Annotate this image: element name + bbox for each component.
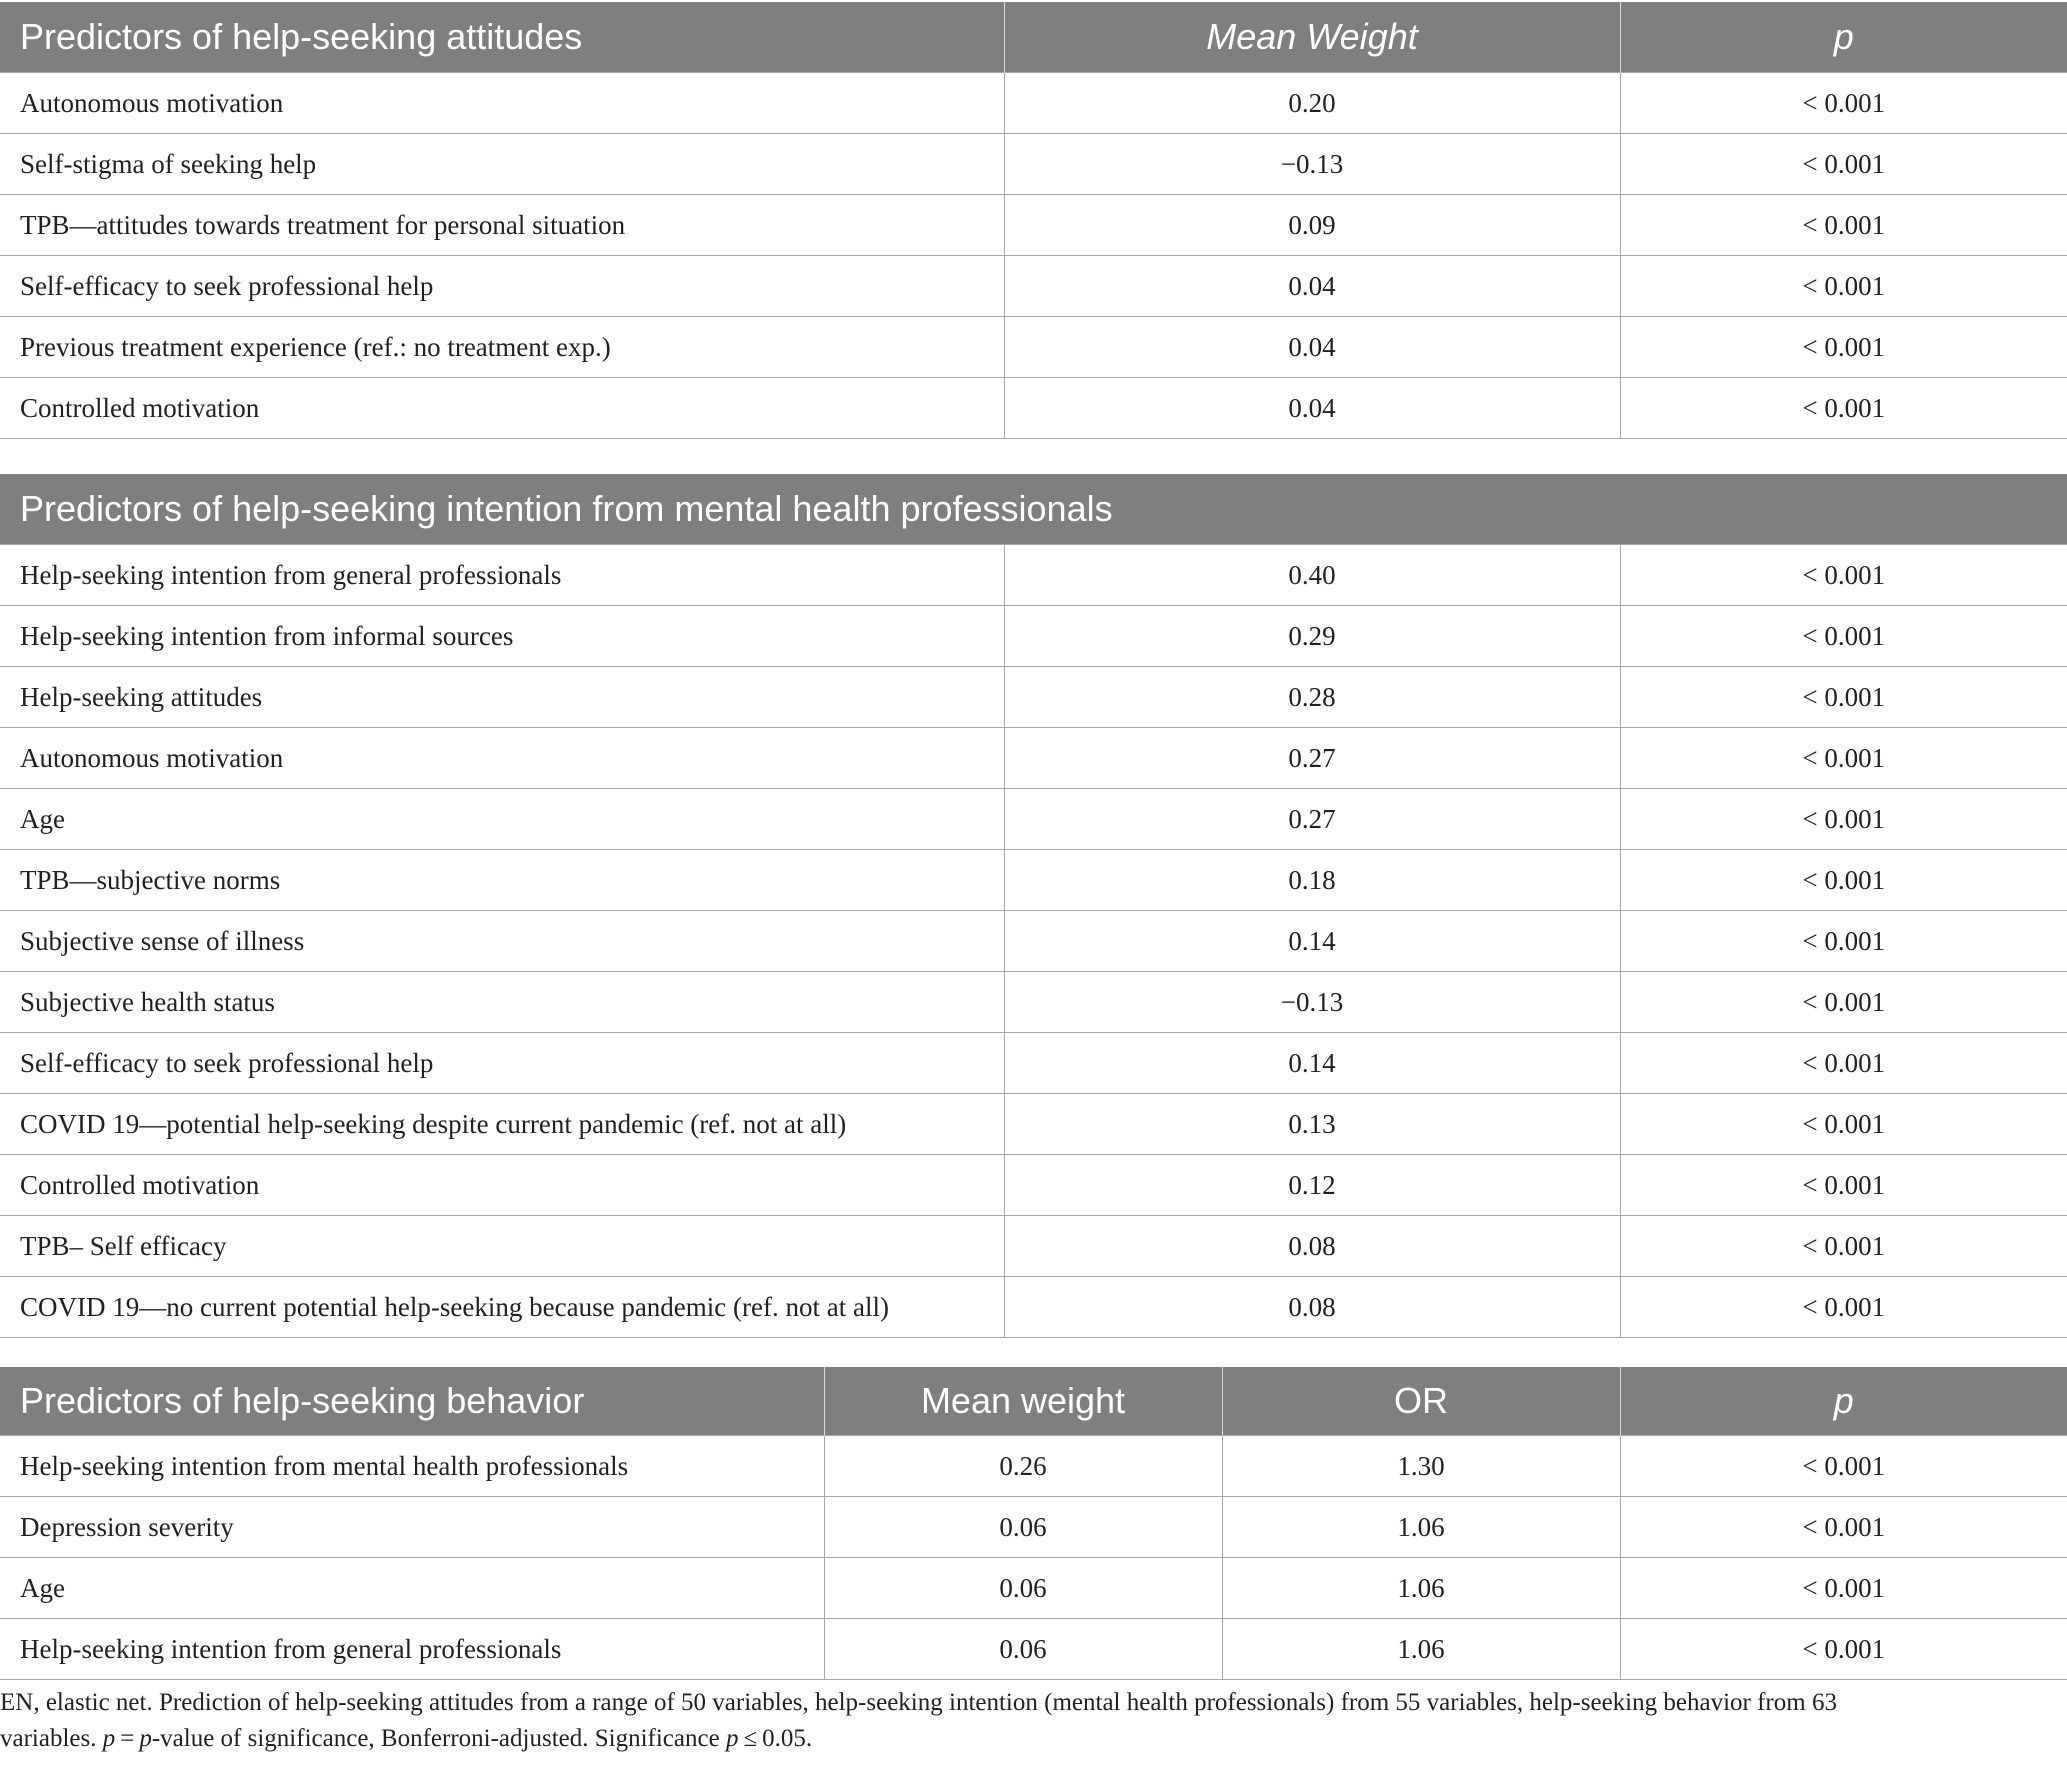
p-value-cell: < 0.001	[1620, 667, 2067, 728]
table-row	[0, 972, 2067, 1033]
p-value-cell: < 0.001	[1620, 1277, 2067, 1338]
column-header-mean-weight: Mean Weight	[1004, 2, 1620, 73]
predictor-cell: COVID 19—potential help-seeking despite current pandemic (ref. not at all)	[0, 1094, 1004, 1155]
behavior-table	[0, 1367, 2067, 1680]
table-row	[0, 606, 2067, 667]
table-row	[0, 1558, 2067, 1619]
mean-weight-cell: −0.13	[1004, 972, 1620, 1033]
table-row	[0, 850, 2067, 911]
predictor-cell: Help-seeking intention from mental health professionals	[0, 1436, 824, 1497]
mean-weight-cell: 0.40	[1004, 545, 1620, 606]
table-row	[0, 667, 2067, 728]
p-value-cell: < 0.001	[1620, 1436, 2067, 1497]
p-symbol: p	[139, 1725, 152, 1752]
predictor-cell: Depression severity	[0, 1497, 824, 1558]
mean-weight-cell: 0.20	[1004, 73, 1620, 134]
p-value-cell: < 0.001	[1620, 1216, 2067, 1277]
mean-weight-cell: 0.08	[1004, 1216, 1620, 1277]
p-value-cell: < 0.001	[1620, 545, 2067, 606]
predictor-cell: Help-seeking attitudes	[0, 667, 1004, 728]
intention-table	[0, 474, 2067, 1338]
mean-weight-cell: 0.04	[1004, 378, 1620, 439]
table-header-row	[0, 2, 2067, 73]
table-footnote	[0, 1685, 2040, 1757]
column-header-predictor: Predictors of help-seeking attitudes	[0, 2, 1004, 73]
predictor-cell: TPB—subjective norms	[0, 850, 1004, 911]
p-value-cell: < 0.001	[1620, 134, 2067, 195]
p-value-cell: < 0.001	[1620, 789, 2067, 850]
table-row	[0, 195, 2067, 256]
table-row	[0, 1094, 2067, 1155]
predictor-cell: Self-efficacy to seek professional help	[0, 1033, 1004, 1094]
predictor-cell: Age	[0, 789, 1004, 850]
predictor-cell: TPB– Self efficacy	[0, 1216, 1004, 1277]
table-row	[0, 1619, 2067, 1680]
p-value-cell: < 0.001	[1620, 911, 2067, 972]
mean-weight-cell: 0.04	[1004, 256, 1620, 317]
predictor-cell: TPB—attitudes towards treatment for personal situation	[0, 195, 1004, 256]
p-value-cell: < 0.001	[1620, 256, 2067, 317]
p-value-cell: < 0.001	[1620, 606, 2067, 667]
table-row	[0, 378, 2067, 439]
or-cell: 1.06	[1222, 1619, 1620, 1680]
table-row	[0, 256, 2067, 317]
table-row	[0, 728, 2067, 789]
p-value-cell: < 0.001	[1620, 1619, 2067, 1680]
predictor-cell: Self-stigma of seeking help	[0, 134, 1004, 195]
table-row	[0, 911, 2067, 972]
mean-weight-cell: 0.28	[1004, 667, 1620, 728]
p-value-cell: < 0.001	[1620, 73, 2067, 134]
predictor-cell: Self-efficacy to seek professional help	[0, 256, 1004, 317]
predictor-cell: Controlled motivation	[0, 1155, 1004, 1216]
column-header-p: p	[1620, 2, 2067, 73]
column-header-p: p	[1620, 1367, 2067, 1436]
or-cell: 1.30	[1222, 1436, 1620, 1497]
or-cell: 1.06	[1222, 1497, 1620, 1558]
mean-weight-cell: 0.13	[1004, 1094, 1620, 1155]
section-header-intention: Predictors of help-seeking intention from mental health professionals	[0, 474, 2067, 545]
table-row	[0, 1436, 2067, 1497]
p-symbol: p	[102, 1725, 116, 1752]
table-row	[0, 1033, 2067, 1094]
mean-weight-cell: 0.14	[1004, 1033, 1620, 1094]
footnote-text: -value of significance, Bonferroni-adjusted. Significance	[151, 1725, 726, 1752]
p-value-cell: < 0.001	[1620, 850, 2067, 911]
footnote-line-1: EN, elastic net. Prediction of help-seeking attitudes from a range of 50 variables, help-seeking intention (mental health professionals) from 55 variables, help-seeking behavior from 63	[0, 1689, 1837, 1716]
table-header-row	[0, 1367, 2067, 1436]
p-value-cell: < 0.001	[1620, 1094, 2067, 1155]
table-row	[0, 545, 2067, 606]
p-value-cell: < 0.001	[1620, 1033, 2067, 1094]
table-row	[0, 73, 2067, 134]
table-row	[0, 1216, 2067, 1277]
mean-weight-cell: −0.13	[1004, 134, 1620, 195]
p-value-cell: < 0.001	[1620, 378, 2067, 439]
mean-weight-cell: 0.04	[1004, 317, 1620, 378]
mean-weight-cell: 0.06	[824, 1619, 1222, 1680]
mean-weight-cell: 0.08	[1004, 1277, 1620, 1338]
predictor-cell: Age	[0, 1558, 824, 1619]
p-value-cell: < 0.001	[1620, 1155, 2067, 1216]
p-value-cell: < 0.001	[1620, 972, 2067, 1033]
mean-weight-cell: 0.12	[1004, 1155, 1620, 1216]
p-value-cell: < 0.001	[1620, 728, 2067, 789]
or-cell: 1.06	[1222, 1558, 1620, 1619]
mean-weight-cell: 0.26	[824, 1436, 1222, 1497]
p-value-cell: < 0.001	[1620, 317, 2067, 378]
p-value-cell: < 0.001	[1620, 195, 2067, 256]
mean-weight-cell: 0.06	[824, 1497, 1222, 1558]
predictor-cell: Autonomous motivation	[0, 728, 1004, 789]
column-header-mean-weight: Mean weight	[824, 1367, 1222, 1436]
predictor-cell: Help-seeking intention from informal sources	[0, 606, 1004, 667]
predictor-cell: Help-seeking intention from general professionals	[0, 545, 1004, 606]
column-header-or: OR	[1222, 1367, 1620, 1436]
mean-weight-cell: 0.09	[1004, 195, 1620, 256]
footnote-text: ≤ 0.05.	[738, 1725, 813, 1752]
predictor-cell: Subjective sense of illness	[0, 911, 1004, 972]
column-header-predictor: Predictors of help-seeking behavior	[0, 1367, 824, 1436]
mean-weight-cell: 0.06	[824, 1558, 1222, 1619]
predictor-cell: COVID 19—no current potential help-seeking because pandemic (ref. not at all)	[0, 1277, 1004, 1338]
table-header-row	[0, 474, 2067, 545]
table-row	[0, 1497, 2067, 1558]
mean-weight-cell: 0.14	[1004, 911, 1620, 972]
predictor-cell: Subjective health status	[0, 972, 1004, 1033]
mean-weight-cell: 0.27	[1004, 728, 1620, 789]
attitudes-table	[0, 2, 2067, 439]
mean-weight-cell: 0.27	[1004, 789, 1620, 850]
table-row	[0, 789, 2067, 850]
p-value-cell: < 0.001	[1620, 1497, 2067, 1558]
table-row	[0, 1155, 2067, 1216]
predictor-cell: Previous treatment experience (ref.: no treatment exp.)	[0, 317, 1004, 378]
p-symbol: p	[725, 1725, 739, 1752]
p-value-cell: < 0.001	[1620, 1558, 2067, 1619]
mean-weight-cell: 0.18	[1004, 850, 1620, 911]
footnote-text: variables.	[0, 1725, 103, 1752]
table-row	[0, 134, 2067, 195]
table-row	[0, 317, 2067, 378]
table-row	[0, 1277, 2067, 1338]
predictor-cell: Autonomous motivation	[0, 73, 1004, 134]
equals-sign: =	[115, 1725, 140, 1752]
predictor-cell: Help-seeking intention from general professionals	[0, 1619, 824, 1680]
mean-weight-cell: 0.29	[1004, 606, 1620, 667]
predictor-cell: Controlled motivation	[0, 378, 1004, 439]
